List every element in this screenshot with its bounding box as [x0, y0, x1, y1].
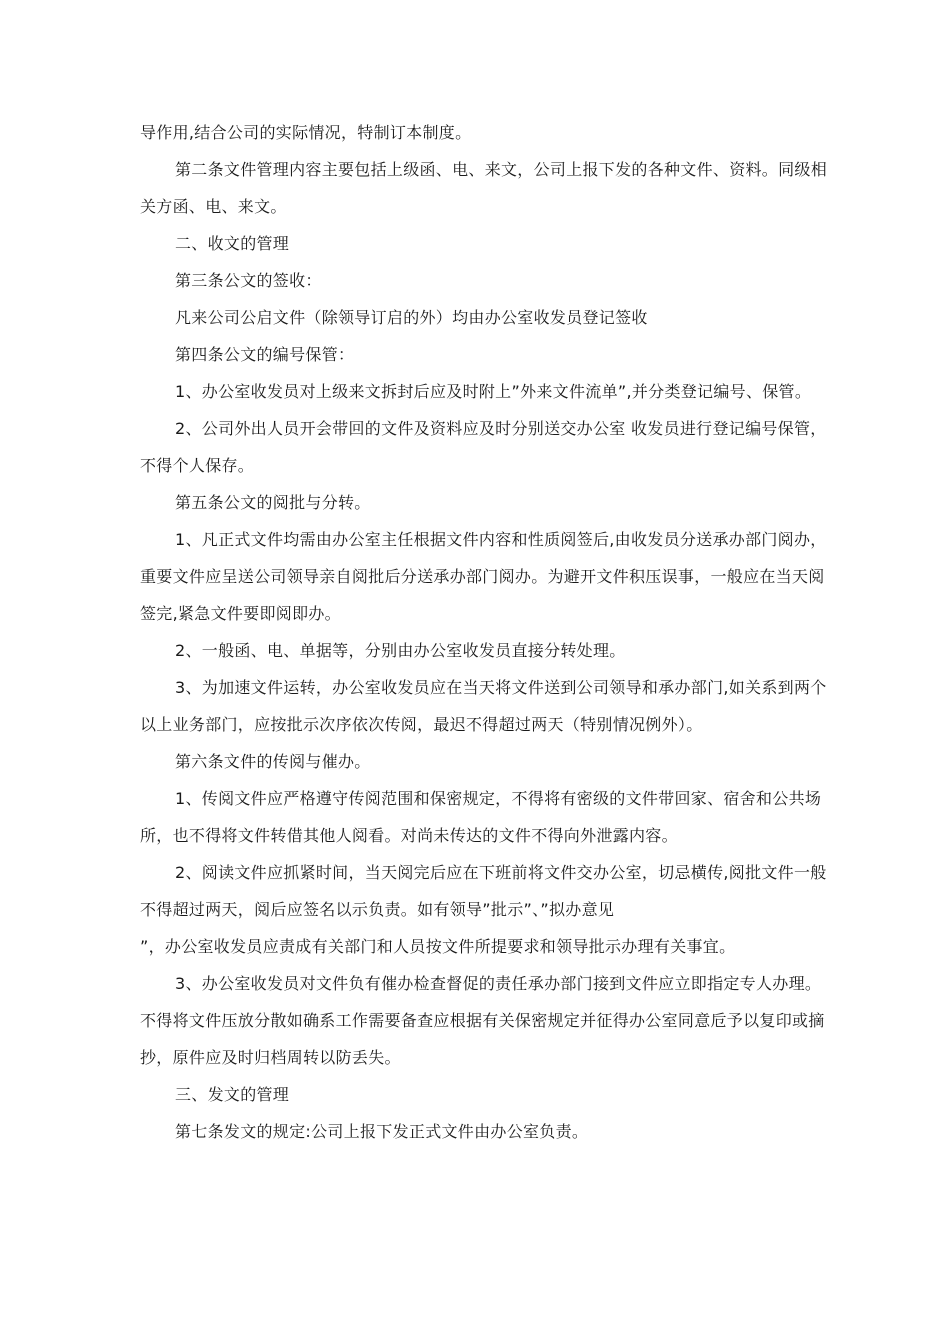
- paragraph-article-2: 第二条文件管理内容主要包括上级函、电、来文，公司上报下发的各种文件、资料。同级相关方函、电、来文。: [140, 160, 828, 216]
- section-heading-sending: 三、发文的管理: [175, 1085, 290, 1104]
- paragraph-article-4-item-2: 2、公司外出人员开会带回的文件及资料应及时分别送交办公室 收发员进行登记编号保管，不得个人保存。: [140, 419, 827, 475]
- paragraph-article-6-item-3: 3、办公室收发员对文件负有催办检查督促的责任承办部门接到文件应立即指定专人办理。不得将文件压放分散如确系工作需要备查应根据有关保密规定并征得办公室同意卮予以复印或摘抄，原件应及时归档周转以防丢失。: [140, 974, 825, 1067]
- paragraph-article-5-title: 第五条公文的阅批与分转。: [175, 493, 371, 512]
- paragraph-article-5-item-1: 1、凡正式文件均需由办公室主任根据文件内容和性质阅签后,由收发员分送承办部门阅办，重要文件应呈送公司领导亲自阅批后分送承办部门阅办。为避开文件积压误事，一般应在当天阅签完,紧急文件要即阅即办。: [140, 530, 827, 623]
- paragraph-article-3-title: 第三条公文的签收：: [175, 271, 322, 290]
- paragraph-article-5-item-3: 3、为加速文件运转，办公室收发员应在当天将文件送到公司领导和承办部门,如关系到两个以上业务部门，应按批示次序依次传阅，最迟不得超过两天（特别情况例外）。: [140, 678, 827, 734]
- section-heading-receiving: 二、收文的管理: [175, 234, 290, 253]
- paragraph-article-3-body: 凡来公司公启文件（除领导订启的外）均由办公室收发员登记签收: [175, 308, 648, 327]
- paragraph-article-7: 第七条发文的规定:公司上报下发正式文件由办公室负责。: [175, 1122, 589, 1141]
- paragraph-article-4-item-1: 1、办公室收发员对上级来文拆封后应及时附上”外来文件流单”,并分类登记编号、保管。: [175, 382, 812, 401]
- paragraph-article-5-item-2: 2、一般函、电、单据等，分别由办公室收发员直接分转处理。: [175, 641, 626, 660]
- paragraph-article-6-title: 第六条文件的传阅与催办。: [175, 752, 371, 771]
- document-body: [140, 114, 830, 1150]
- paragraph-article-6-item-1: 1、传阅文件应严格遵守传阅范围和保密规定，不得将有密级的文件带回家、宿舍和公共场所，也不得将文件转借其他人阅看。对尚未传达的文件不得向外泄露内容。: [140, 789, 822, 845]
- paragraph-article-4-title: 第四条公文的编号保管：: [175, 345, 355, 364]
- paragraph-intro-continuation: 导作用,结合公司的实际情况，特制订本制度。: [140, 123, 472, 142]
- paragraph-article-6-item-2: 2、阅读文件应抓紧时间，当天阅完后应在下班前将文件交办公室，切忌横传,阅批文件一般不得超过两天，阅后应签名以示负责。如有领导”批示”、”拟办意见 ”，办公室收发员应责成有关部门和人员按文件所提要求和领导批示办理有关事宜。: [140, 863, 827, 956]
